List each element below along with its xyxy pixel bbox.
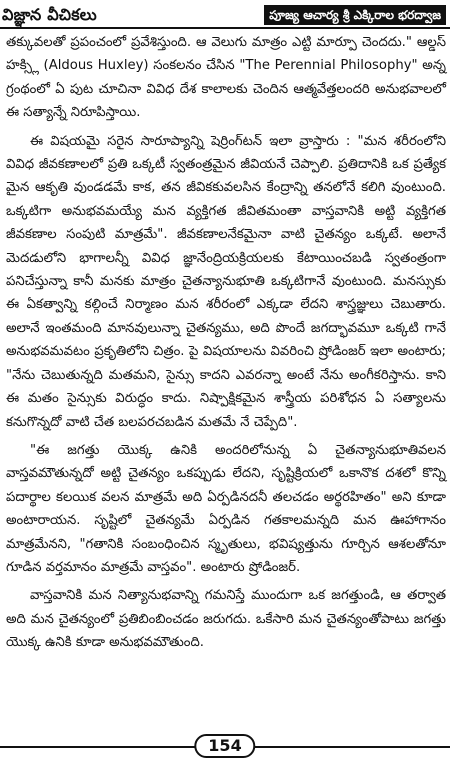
paragraph-3: "ఈ జగత్తు యొక్క ఉనికి అందరిలోనున్న ఏ చైతన్యానుభూతివలన వాస్తవమౌతున్నదో అట్టి చైతన్యం ఒకప్పుడు లేదని, సృష్టిక్రియలో ఒకానొక దశలో కొన్ని పదార్థాల కలయిక వలన మాత్రమే అది ఏర్పడినదనీ తలచడం అర్థరహితం" అని కూడా అంటారాయన. సృష్టిలో చైతన్యమే ఏర్పడిన గతకాలమన్నది మన ఊహాగానం మాత్రమేనని, "గతానికి సంబంధించిన స్మృతులు, భవిష్యత్తును గూర్చిన ఆశలతోనూ గూడిన వర్తమానం మాత్రమే వాస్తవం". అంటారు ష్రోడింజర్. bbox=[6, 442, 446, 575]
paragraph-4: వాస్తవానికి మన నిత్యానుభవాన్ని గమనిస్తే ముందుగా ఒక జగత్తుండి, ఆ తర్వాత అది మన చైతన్యంలో ప్రతిబింబించడం జరుగదు. ఒకేసారి మన చైతన్యంతోపాటు జగత్తు యొక్క ఉనికి కూడా అనుభవమౌతుంది. bbox=[6, 588, 446, 651]
paragraph-2: ఈ విషయమై సరైన సారూప్యాన్ని షెర్రింగ్‌టన్ ఇలా వ్రాస్తారు : "మన శరీరంలోని వివిధ జీవకణాలలో ప్రతి ఒక్కటీ స్వతంత్రమైన జీవియనే చెప్పాలి. ప్రతిదానికి ఒక ప్రత్యేక మైన ఆకృతి వుండడమే కాక, తన జీవికకువలసిన కేంద్రాన్ని తనలోనే కలిగి వుంటుంది. ఒక్కటిగా అనుభవమయ్యే మన వ్యక్తిగత జీవితమంతా వాస్తవానికి అట్టి వ్యక్తిగత జీవకణాల సంపుటి మాత్రమే". జీవకణాలనేకమైనా వాటి చైతన్యం ఒక్కటే. అలానే మెదడులోని భాగాలన్నీ వివిధ జ్ఞానేంద్రియక్రియలకు కేటాయించబడి స్వతంత్రంగా పనిచేస్తున్నా కానీ మనకు మాత్రం చైతన్యానుభూతి ఒక్కటిగానే వుంటుంది. మనస్సుకు ఈ ఏకత్వాన్ని కల్గించే నిర్మాణం మన శరీరంలో ఎక్కడా లేదని శాస్త్రజ్ఞులు చెబుతారు. అలానే ఇంతమంది మానవులున్నా చైతన్యము, అది పొందే జగద్భావమూ ఒక్కటి గానే అనుభవమవటం ప్రకృతిలోని చిత్రం. పై విషయాలను వివరించి ష్రోడింజర్ ఇలా అంటారు; "నేను చెబుతున్నది మతమని, సైన్సు కాదని ఎవరన్నా అంటే నేను అంగీకరిస్తాను. కాని ఈ మతం సైన్సుకు విరుద్ధం కాదు. నిష్పాక్షికమైన శాస్త్రీయ పరిశోధన ఏ సత్యాలను కనుగొన్నదో వాటి చేత బలపరచబడిన మతమే నే చెప్పేది". bbox=[6, 133, 446, 430]
page-number: 154 bbox=[194, 734, 255, 758]
author-label: పూజ్య ఆచార్య శ్రీ ఎక్కిరాల భరద్వాజ bbox=[264, 5, 446, 25]
body-text bbox=[6, 31, 446, 655]
paragraph-1: తక్కువలతో ప్రపంచంలో ప్రవేశిస్తుంది. ఆ వెలుగు మాత్రం ఎట్టి మార్పూ చెందదు." ఆల్డస్ హక్స్లి (Aldous Huxley) సంకలనం చేసిన "The Perennial Philosophy" అన్న గ్రంథంలో ఏ పుట చూచినా వివిధ దేశ కాలాలకు చెందిన ఆత్మవేత్తలందరి అనుభవాలలో ఈ సత్యాన్నే నిరూపిస్తాయి. bbox=[6, 35, 446, 121]
header-rule bbox=[0, 27, 450, 29]
page-footer bbox=[0, 734, 450, 758]
running-header bbox=[0, 0, 450, 26]
book-title: విజ్ఞాన వీచికలు bbox=[2, 5, 97, 24]
